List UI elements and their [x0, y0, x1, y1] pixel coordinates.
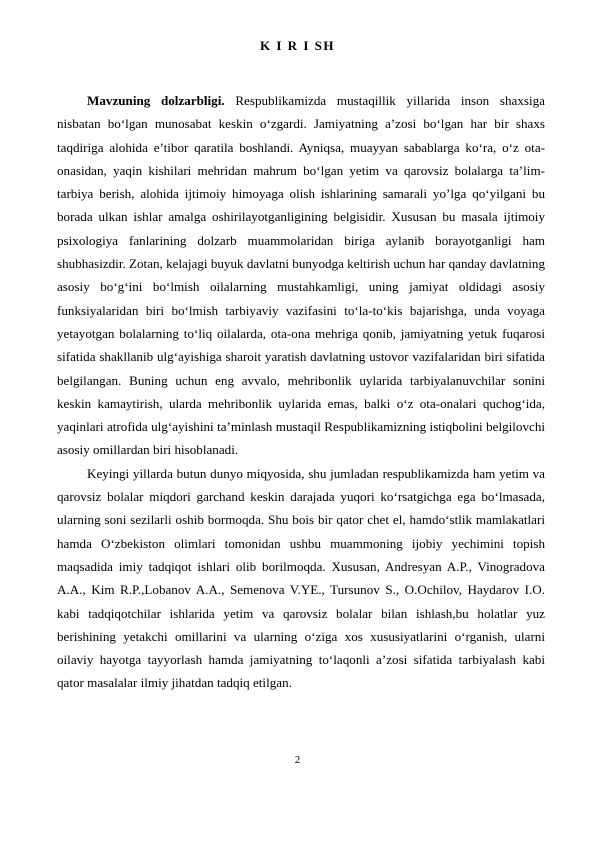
document-body [57, 89, 545, 695]
document-title: K I R I SH [260, 38, 335, 53]
paragraph-text: Respublikamizda mustaqillik yillarida inson shaxsiga nisbatan bo‘lgan munosabat keskin o‘zgardi. Jamiyatning a’zosi bo‘lgan har bir shaxs taqdiriga alohida e’tibor qaratila boshlandi. Ayniqsa, muayyan sabablarga ko‘ra, o‘z ota-onasidan, yaqin kishilari mehridan mahrum bo‘lgan yetim va qarovsiz bolalarga ta’lim-tarbiya berish, alohida ijtimoiy himoyaga olish ishlarining samarali yo’lga qo‘yilgani bu borada ulkan ishlar amalga oshirilayotganligining belgisidir. Xususan bu masala ijtimoiy psixologiya fanlarining dolzarb muammolaridan biriga aylanib borayotganligi ham shubhasizdir. Zotan, kelajagi buyuk davlatni bunyodga keltirish uchun har qanday davlatning asosiy bo‘g‘ini bo‘lmish oilalarning mustahkamligi, uning jamiyat oldidagi asosiy funksiyalaridan biri bo‘lmish tarbiyaviy vazifasini to‘la-to‘kis bajarishga, unda voyaga yetayotgan bolalarning to‘liq oilalarda, ota-ona mehriga qonib, jamiyatning yetuk fuqarosi sifatida shakllanib ulg‘ayishiga sharoit yaratish davlatning ustovor vazifalaridan biri sifatida belgilangan. Buning uchun eng avvalo, mehribonlik uylarida tarbiyalanuvchilar sonini keskin kamaytirish, ularda mehribonlik uylarida emas, balki o‘z ota-onalari quchog‘ida, yaqinlari atrofida ulg‘ayishini ta’minlash mustaqil Respublikamizning istiqbolini belgilovchi asosiy omillardan biri hisoblanadi. [57, 93, 545, 458]
paragraph-lead: Mavzuning dolzarbligi. [87, 93, 225, 108]
paragraph-research: Keyingi yillarda butun dunyo miqyosida, shu jumladan respublikamizda ham yetim va qarovsiz bolalar miqdori garchand keskin darajada yuqori ko‘rsatgichga ega bo‘lmasada, ularning soni sezilarli oshib bormoqda. Shu bois bir qator chet el, hamdo‘stlik mamlakatlari hamda O‘zbekiston olimlari tomonidan ushbu muammoning ijobiy yechimini topish maqsadida imiy tadqiqot ishlari olib borilmoqda. Xususan, Andresyan A.P., Vinogradova A.A., Kim R.P.,Lobanov A.A., Semenova V.YE., Tursunov S., O.Ochilov, Haydarov I.O. kabi tadqiqotchilar ishlarida yetim va qarovsiz bolalar bilan ishlash,bu holatlar yuz berishining yetakchi omillarini va ularning o‘ziga xos xususiyatlarini o‘rganish, ularni oilaviy hayotga tayyorlash hamda jamiyatning to‘laqonli a’zosi sifatida tarbiyalash kabi qator masalalar ilmiy jihatdan tadqiq etilgan. [57, 465, 545, 691]
paragraph-relevance [57, 89, 545, 462]
page-number: 2 [294, 754, 301, 766]
